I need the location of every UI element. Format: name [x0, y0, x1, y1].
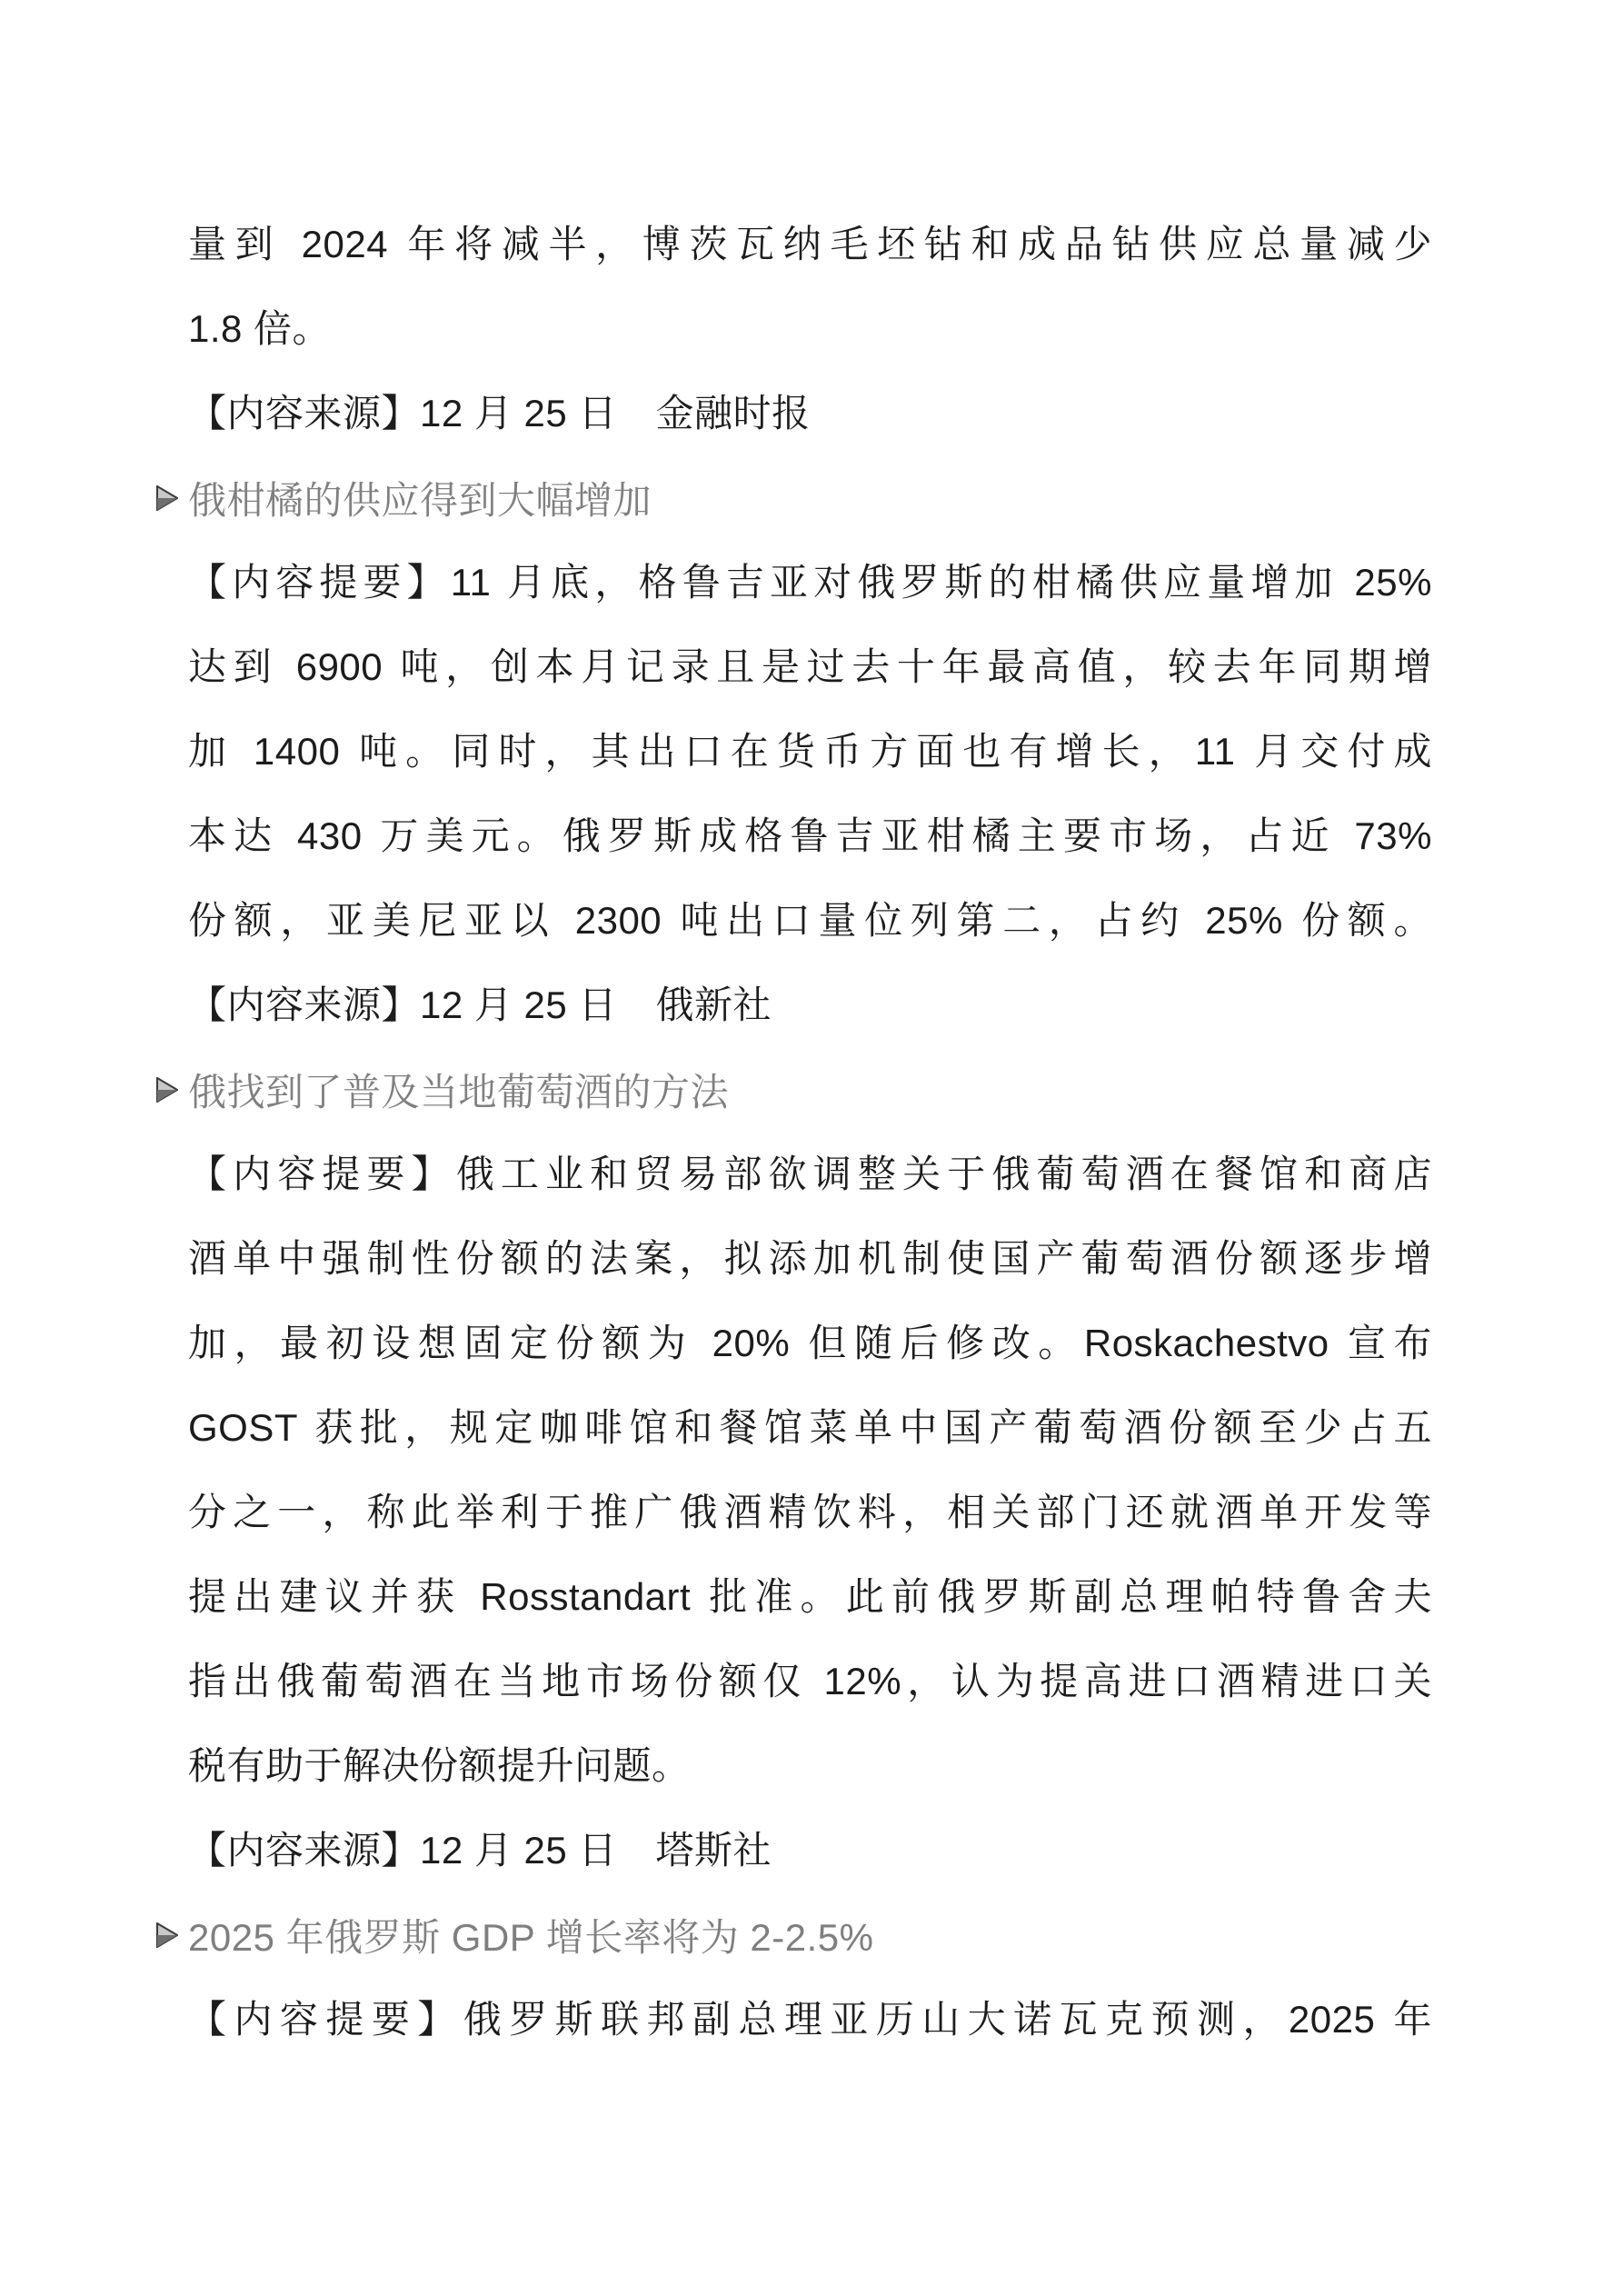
body-line: 分之一，称此举利于推广俄酒精饮料，相关部门还就酒单开发等 — [188, 1491, 1432, 1533]
item-heading: 俄柑橘的供应得到大幅增加 — [188, 478, 652, 522]
body-line: 加，最初设想固定份额为 20% 但随后修改。Roskachestvo 宣布 — [188, 1322, 1432, 1364]
body-line: 指出俄葡萄酒在当地市场份额仅 12%，认为提高进口酒精进口关 — [188, 1660, 1432, 1702]
item-heading: 俄找到了普及当地葡萄酒的方法 — [188, 1070, 730, 1113]
news-item-heading-row — [156, 455, 1432, 540]
body-line: 酒单中强制性份额的法案，拟添加机制使国产葡萄酒份额逐步增 — [188, 1237, 1432, 1280]
bullet-arrowhead-icon — [156, 1922, 188, 1948]
news-item-heading-row — [156, 1047, 1432, 1132]
body-line: 税有助于解决份额提升问题。 — [188, 1744, 691, 1787]
bullet-arrowhead-icon — [156, 1077, 188, 1103]
body-line: 【内容提要】11 月底，格鲁吉亚对俄罗斯的柑橘供应量增加 25% — [188, 561, 1432, 604]
body-line: 【内容提要】俄工业和贸易部欲调整关于俄葡萄酒在餐馆和商店 — [188, 1153, 1432, 1195]
bullet-arrowhead-icon — [156, 485, 188, 511]
body-line: GOST 获批，规定咖啡馆和餐馆菜单中国产葡萄酒份额至少占五 — [188, 1406, 1432, 1449]
body-line: 量到 2024 年将减半，博茨瓦纳毛坯钻和成品钻供应总量减少 — [188, 223, 1432, 265]
source-line: 【内容来源】12 月 25 日 塔斯社 — [188, 1829, 772, 1872]
body-line: 提出建议并获 Rosstandart 批准。此前俄罗斯副总理帕特鲁舍夫 — [188, 1575, 1432, 1618]
source-line: 【内容来源】12 月 25 日 金融时报 — [188, 392, 811, 434]
body-line: 加 1400 吨。同时，其出口在货币方面也有增长，11 月交付成 — [188, 730, 1432, 773]
body-line: 1.8 倍。 — [188, 307, 332, 350]
body-line: 达到 6900 吨，创本月记录且是过去十年最高值，较去年同期增 — [188, 645, 1432, 688]
document-content — [188, 202, 1432, 2061]
source-line: 【内容来源】12 月 25 日 俄新社 — [188, 983, 772, 1026]
body-line: 份额，亚美尼亚以 2300 吨出口量位列第二，占约 25% 份额。 — [188, 899, 1432, 942]
item-heading: 2025 年俄罗斯 GDP 增长率将为 2-2.5% — [188, 1915, 874, 1959]
news-item-heading-row — [156, 1892, 1432, 1977]
body-line: 本达 430 万美元。俄罗斯成格鲁吉亚柑橘主要市场，占近 73% — [188, 814, 1432, 857]
body-line: 【内容提要】俄罗斯联邦副总理亚历山大诺瓦克预测，2025 年 — [188, 1998, 1432, 2041]
